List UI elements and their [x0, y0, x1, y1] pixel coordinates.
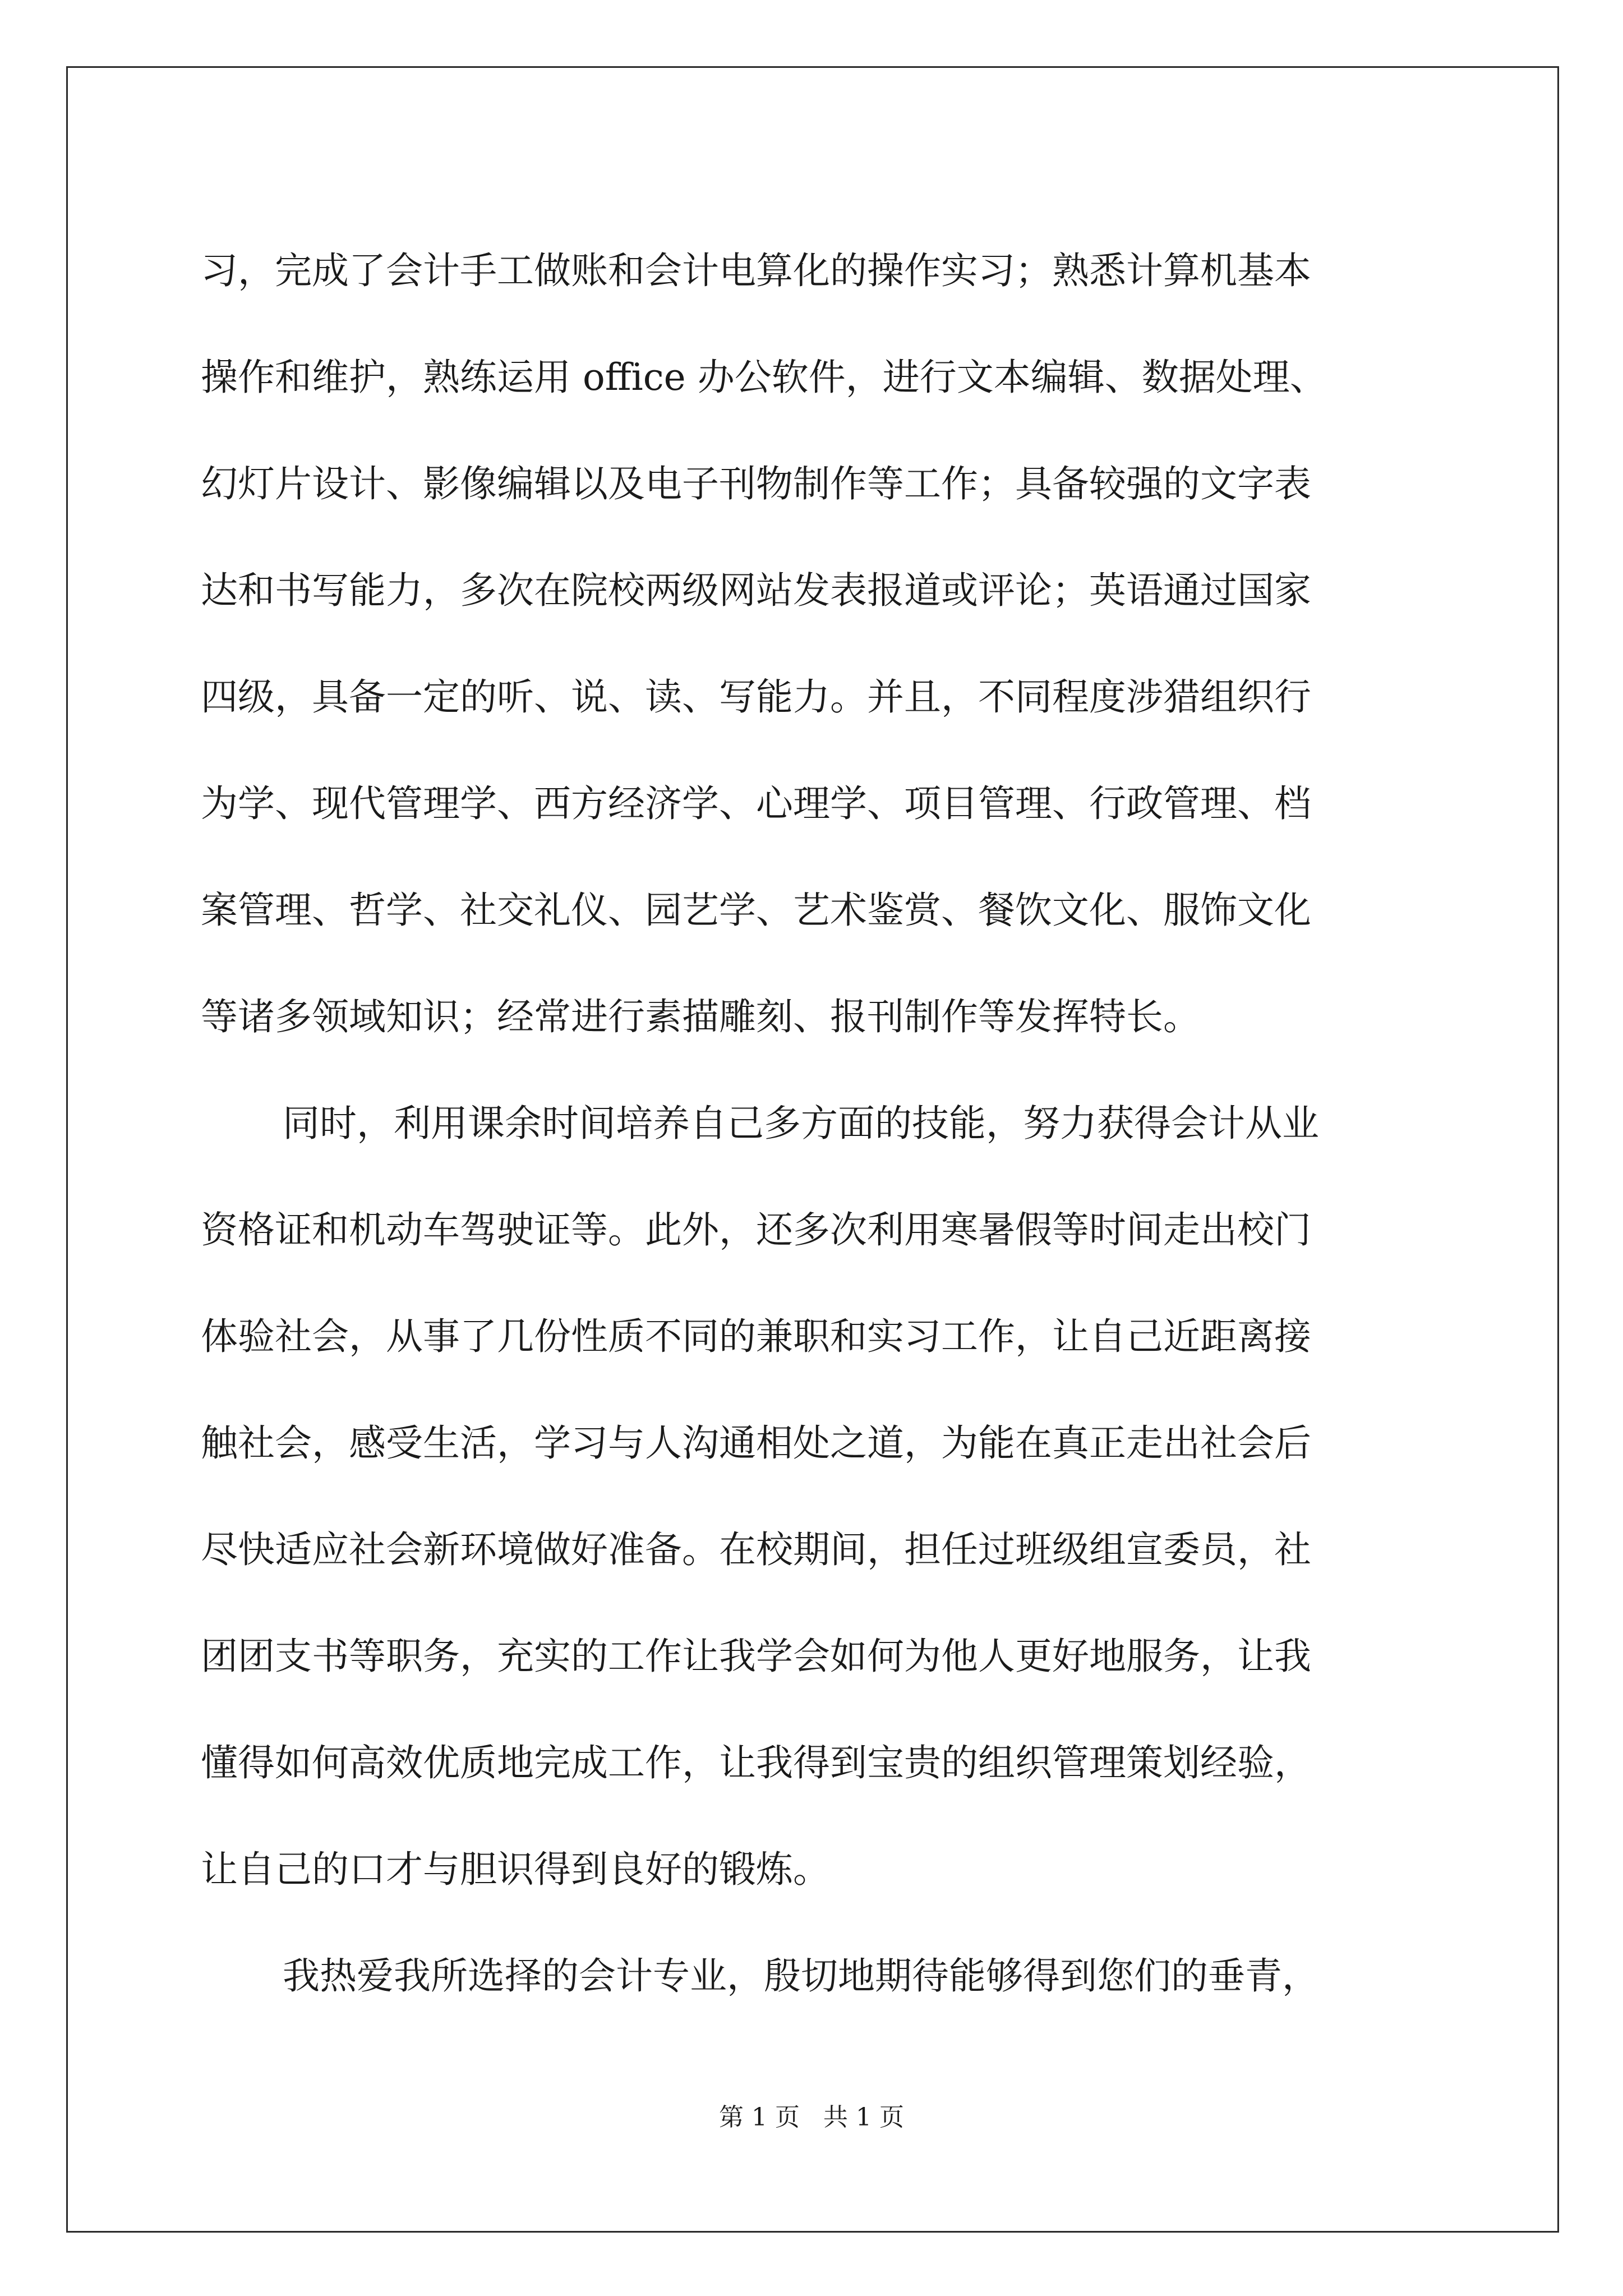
text-line: 习，完成了会计手工做账和会计电算化的操作实习；熟悉计算机基本: [201, 249, 1311, 292]
page-number-label: 第 1 页 共 1 页: [719, 2103, 904, 2132]
text-line: 案管理、哲学、社交礼仪、园艺学、艺术鉴赏、餐饮文化、服饰文化: [201, 889, 1311, 932]
page-footer: [0, 2097, 1623, 2133]
text-line: 让自己的口才与胆识得到良好的锻炼。: [201, 1848, 830, 1891]
text-line: 团团支书等职务，充实的工作让我学会如何为他人更好地服务，让我: [201, 1635, 1311, 1678]
text-line: 达和书写能力，多次在院校两级网站发表报道或评论；英语通过国家: [201, 569, 1311, 612]
text-line: 幻灯片设计、影像编辑以及电子刊物制作等工作；具备较强的文字表: [201, 462, 1311, 505]
text-line: 触社会，感受生活，学习与人沟通相处之道，为能在真正走出社会后: [201, 1421, 1311, 1465]
text-line: 四级，具备一定的听、说、读、写能力。并且，不同程度涉猎组织行: [201, 675, 1311, 719]
text-line: 操作和维护，熟练运用 office 办公软件，进行文本编辑、数据处理、: [201, 356, 1327, 399]
text-line: 体验社会，从事了几份性质不同的兼职和实习工作，让自己近距离接: [201, 1315, 1311, 1358]
text-line: 等诸多领域知识；经常进行素描雕刻、报刊制作等发挥特长。: [201, 995, 1200, 1038]
text-line: 为学、现代管理学、西方经济学、心理学、项目管理、行政管理、档: [201, 782, 1311, 825]
text-line: 同时，利用课余时间培养自己多方面的技能，努力获得会计从业: [283, 1102, 1319, 1145]
text-line: 懂得如何高效优质地完成工作，让我得到宝贵的组织管理策划经验，: [201, 1741, 1311, 1784]
text-line: 我热爱我所选择的会计专业，殷切地期待能够得到您们的垂青，: [283, 1954, 1319, 1998]
text-line: 尽快适应社会新环境做好准备。在校期间，担任过班级组宣委员，社: [201, 1528, 1311, 1571]
document-body: [201, 218, 1451, 2030]
text-line: 资格证和机动车驾驶证等。此外，还多次利用寒暑假等时间走出校门: [201, 1208, 1311, 1251]
